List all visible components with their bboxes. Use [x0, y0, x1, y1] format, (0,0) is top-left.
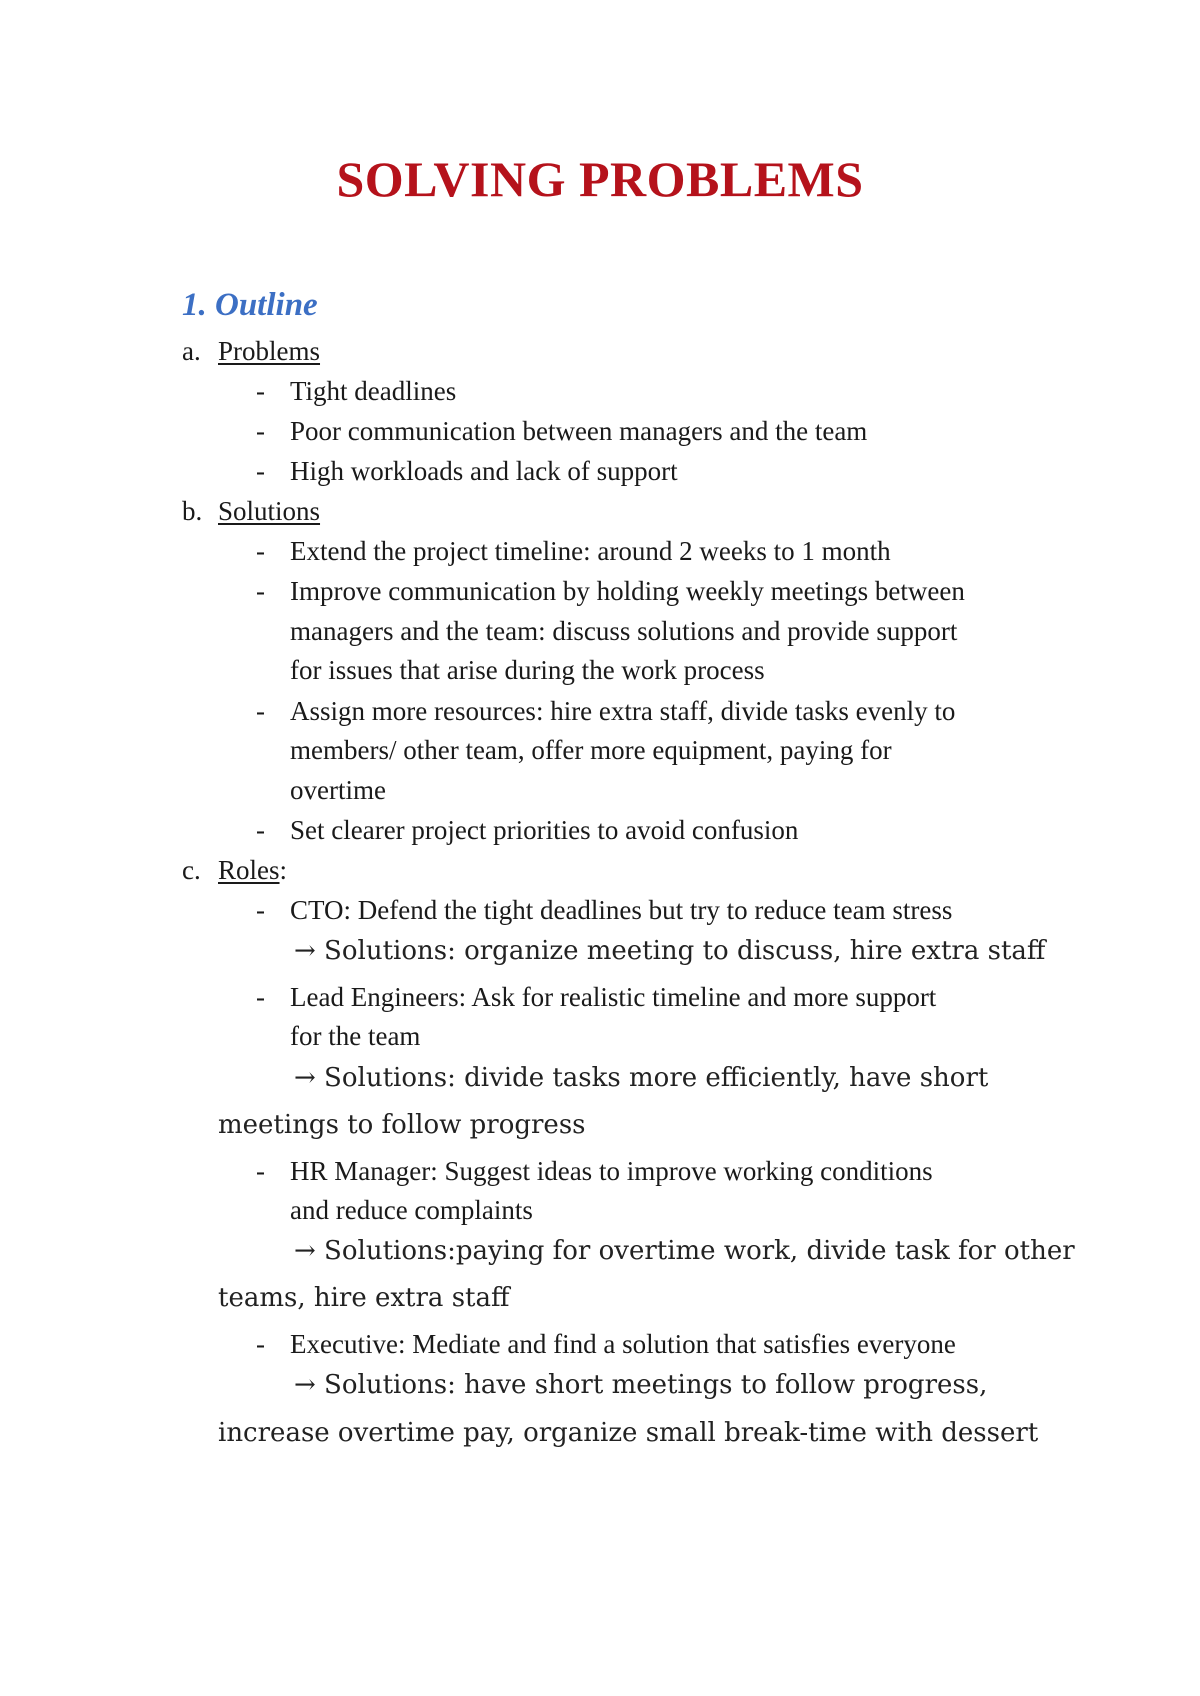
list-item: Extend the project timeline: around 2 weeks to 1 month: [290, 536, 891, 566]
bullet-dash: -: [256, 376, 265, 406]
bullet-dash: -: [256, 456, 265, 486]
list-item-continued: for issues that arise during the work process: [290, 655, 765, 685]
role-cto: CTO: Defend the tight deadlines but try to reduce team stress: [290, 895, 953, 925]
list-marker-b: b.: [182, 496, 203, 526]
subheading-roles-wrapper: [218, 857, 287, 884]
subheading-roles-colon: :: [279, 855, 288, 885]
list-item: Set clearer project priorities to avoid confusion: [290, 815, 799, 845]
list-item-continued: overtime: [290, 775, 386, 805]
list-item: Improve communication by holding weekly meetings between: [290, 576, 965, 606]
role-solution-continued: increase overtime pay, organize small break-time with dessert: [218, 1418, 1039, 1448]
list-marker-c: c.: [182, 855, 201, 885]
bullet-dash: -: [256, 416, 265, 446]
role-solution-continued: meetings to follow progress: [218, 1110, 586, 1140]
subheading-roles: Roles: [218, 855, 280, 885]
bullet-dash: -: [256, 895, 265, 925]
bullet-dash: -: [256, 576, 265, 606]
list-item: High workloads and lack of support: [290, 456, 678, 486]
list-item: Poor communication between managers and the team: [290, 416, 868, 446]
bullet-dash: -: [256, 1156, 265, 1186]
subheading-solutions: Solutions: [218, 496, 321, 526]
list-marker-a: a.: [182, 336, 201, 366]
list-item-continued: members/ other team, offer more equipment, paying for: [290, 735, 892, 765]
role-executive: Executive: Mediate and find a solution that satisfies everyone: [290, 1329, 956, 1359]
role-hr-manager-continued: and reduce complaints: [290, 1195, 533, 1225]
bullet-dash: -: [256, 696, 265, 726]
list-item-continued: managers and the team: discuss solutions and provide support: [290, 616, 958, 646]
bullet-dash: -: [256, 536, 265, 566]
role-solution: → Solutions: divide tasks more efficiently, have short: [294, 1063, 989, 1093]
bullet-dash: -: [256, 815, 265, 845]
section-heading-outline: 1. Outline: [182, 287, 318, 323]
role-solution: → Solutions:paying for overtime work, divide task for other: [294, 1236, 1075, 1266]
role-solution: → Solutions: have short meetings to follow progress,: [294, 1370, 988, 1400]
role-solution: → Solutions: organize meeting to discuss, hire extra staff: [294, 936, 1046, 966]
bullet-dash: -: [256, 1329, 265, 1359]
role-lead-engineers: Lead Engineers: Ask for realistic timeline and more support: [290, 982, 937, 1012]
page-title: SOLVING PROBLEMS: [336, 151, 864, 207]
role-hr-manager: HR Manager: Suggest ideas to improve working conditions: [290, 1156, 933, 1186]
subheading-problems: Problems: [218, 336, 321, 366]
list-item: Assign more resources: hire extra staff, divide tasks evenly to: [290, 696, 956, 726]
bullet-dash: -: [256, 982, 265, 1012]
role-lead-engineers-continued: for the team: [290, 1021, 421, 1051]
list-item: Tight deadlines: [290, 376, 457, 406]
role-solution-continued: teams, hire extra staff: [218, 1283, 510, 1313]
